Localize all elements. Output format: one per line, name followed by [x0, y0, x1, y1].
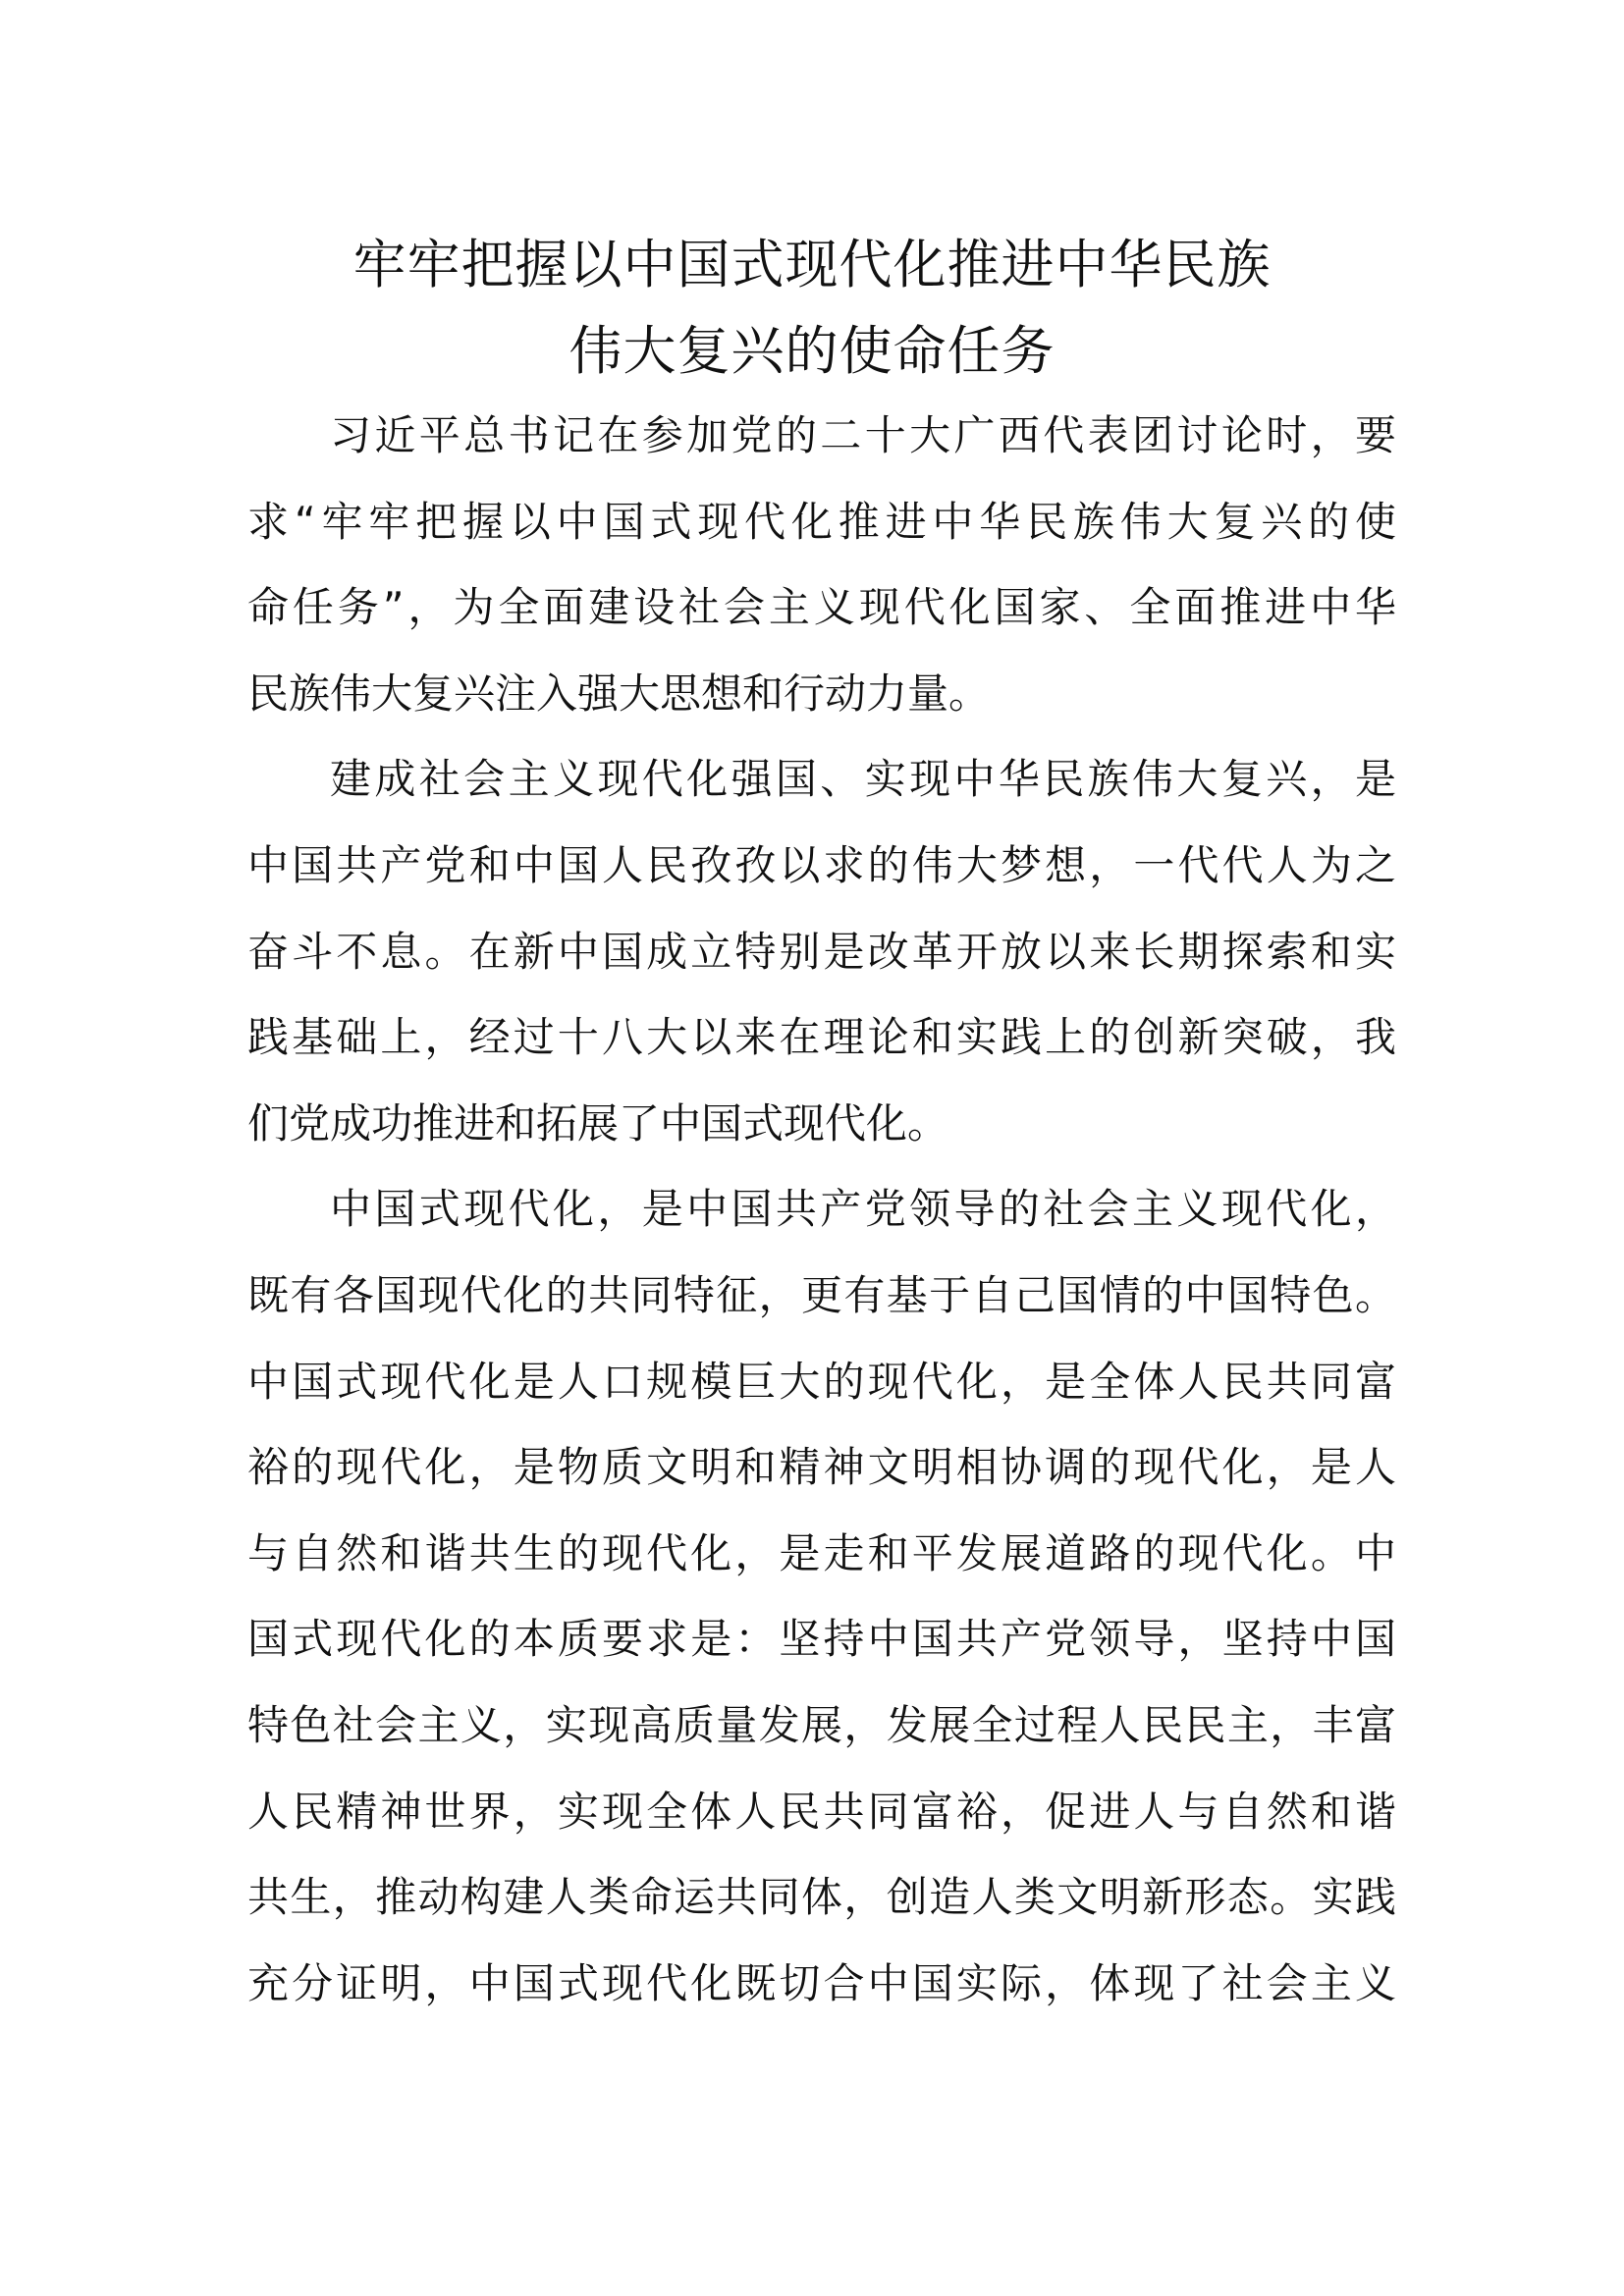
- text-line: 人民精神世界，实现全体人民共同富裕，促进人与自然和谐: [247, 1787, 1396, 1836]
- text-line: 民族伟大复兴注入强大思想和行动力量。: [247, 668, 991, 718]
- paragraph-2: [247, 736, 1396, 1166]
- text-line: 奋斗不息。在新中国成立特别是改革开放以来长期探索和实: [247, 927, 1396, 976]
- text-line: 充分证明，中国式现代化既切合中国实际，体现了社会主义: [247, 1958, 1396, 2007]
- text-line: 中国共产党和中国人民孜孜以求的伟大梦想，一代代人为之: [247, 840, 1396, 889]
- text-line: 裕的现代化，是物质文明和精神文明相协调的现代化，是人: [247, 1443, 1396, 1492]
- text-line: 践基础上，经过十八大以来在理论和实践上的创新突破，我: [247, 1013, 1396, 1062]
- text-line: 建成社会主义现代化强国、实现中华民族伟大复兴，是: [330, 755, 1396, 804]
- text-line: 共生，推动构建人类命运共同体，创造人类文明新形态。实践: [247, 1873, 1396, 1922]
- text-line: 们党成功推进和拓展了中国式现代化。: [247, 1098, 949, 1148]
- text-line: 习近平总书记在参加党的二十大广西代表团讨论时，要: [330, 411, 1396, 459]
- document-body: [247, 393, 1396, 2026]
- text-line: 中国式现代化是人口规模巨大的现代化，是全体人民共同富: [247, 1357, 1396, 1406]
- paragraph-3: [247, 1166, 1396, 2026]
- text-line: 与自然和谐共生的现代化，是走和平发展道路的现代化。中: [247, 1528, 1396, 1577]
- paragraph-1: [247, 393, 1396, 736]
- text-line: 命任务”，为全面建设社会主义现代化国家、全面推进中华: [247, 583, 1396, 632]
- text-line: 国式现代化的本质要求是：坚持中国共产党领导，坚持中国: [247, 1615, 1396, 1664]
- title-line-2: 伟大复兴的使命任务: [568, 320, 1056, 382]
- text-line: 中国式现代化，是中国共产党领导的社会主义现代化，: [330, 1185, 1396, 1234]
- title-line-1: 牢牢把握以中国式现代化推进中华民族: [352, 234, 1272, 295]
- text-line: 既有各国现代化的共同特征，更有基于自己国情的中国特色。: [247, 1270, 1396, 1319]
- document-title: [245, 222, 1379, 395]
- text-line: 特色社会主义，实现高质量发展，发展全过程人民民主，丰富: [247, 1700, 1396, 1749]
- text-line: 求“牢牢把握以中国式现代化推进中华民族伟大复兴的使: [247, 497, 1396, 546]
